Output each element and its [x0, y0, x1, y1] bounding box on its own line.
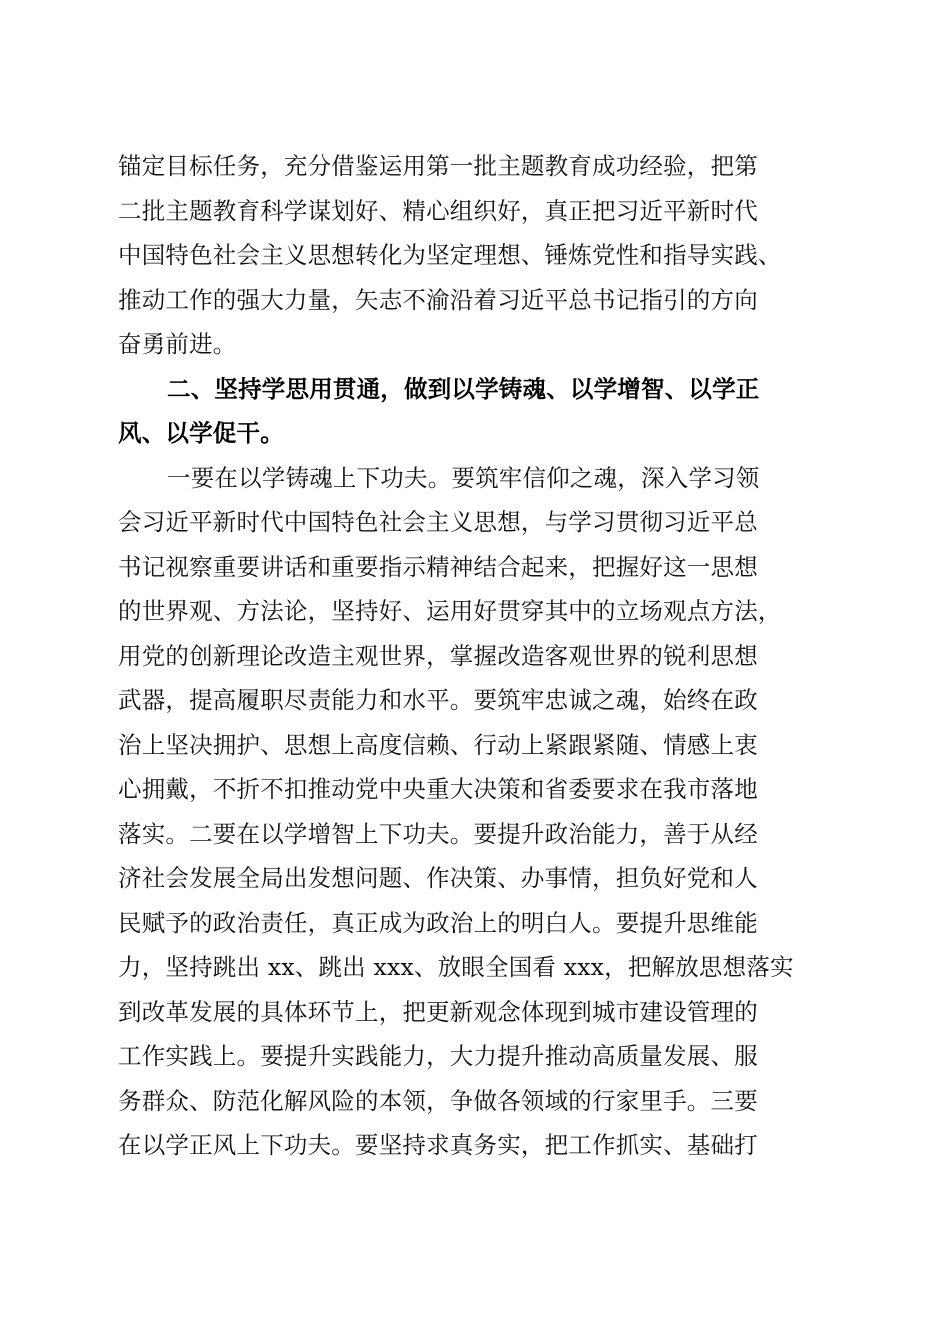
section-heading: 二、坚持学思用贯通，做到以学铸魂、以学增智、以学正: [167, 374, 760, 403]
text-line: 落实。二要在以学增智上下功夫。要提升政治能力，善于从经: [118, 819, 758, 848]
document-body: [118, 144, 838, 1168]
section-heading: 风、以学促干。: [118, 419, 284, 447]
text-line: 二批主题教育科学谋划好、精心组织好，真正把习近平新时代: [118, 196, 758, 225]
text-line: 会习近平新时代中国特色社会主义思想，与学习贯彻习近平总: [118, 508, 758, 536]
text-line: 心拥戴，不折不扣推动党中央重大决策和省委要求在我市落地: [118, 775, 758, 803]
text-line: 中国特色社会主义思想转化为坚定理想、锤炼党性和指导实践、: [118, 241, 782, 269]
text-line: 到改革发展的具体环节上，把更新观念体现到城市建设管理的: [118, 997, 758, 1026]
text-line: 武器，提高履职尽责能力和水平。要筑牢忠诚之魂，始终在政: [118, 686, 758, 714]
text-line: 锚定目标任务，充分借鉴运用第一批主题教育成功经验，把第: [118, 152, 758, 180]
text-line: 济社会发展全局出发想问题、作决策、办事情，担负好党和人: [118, 864, 758, 892]
paragraph-start: 一要在以学铸魂上下功夫。要筑牢信仰之魂，深入学习领: [167, 463, 760, 492]
text-line: 民赋予的政治责任，真正成为政治上的明白人。要提升思维能: [118, 908, 758, 937]
text-line: 推动工作的强大力量，矢志不渝沿着习近平总书记指引的方向: [118, 285, 758, 314]
text-line: 书记视察重要讲话和重要指示精神结合起来，把握好这一思想: [118, 552, 758, 581]
text-line: 工作实践上。要提升实践能力，大力提升推动高质量发展、服: [118, 1042, 758, 1070]
text-line: 在以学正风上下功夫。要坚持求真务实，把工作抓实、基础打: [118, 1131, 758, 1159]
text-line: 的世界观、方法论，坚持好、运用好贯穿其中的立场观点方法，: [118, 597, 782, 625]
text-line: 奋勇前进。: [118, 330, 237, 358]
text-line: 务群众、防范化解风险的本领，争做各领域的行家里手。三要: [118, 1086, 758, 1115]
text-line: 用党的创新理论改造主观世界，掌握改造客观世界的锐利思想: [118, 641, 758, 670]
text-line: 治上坚决拥护、思想上高度信赖、行动上紧跟紧随、情感上衷: [118, 730, 758, 759]
text-line: 力，坚持跳出 xx、跳出 xxx、放眼全国看 xxx，把解放思想落实: [118, 953, 794, 981]
